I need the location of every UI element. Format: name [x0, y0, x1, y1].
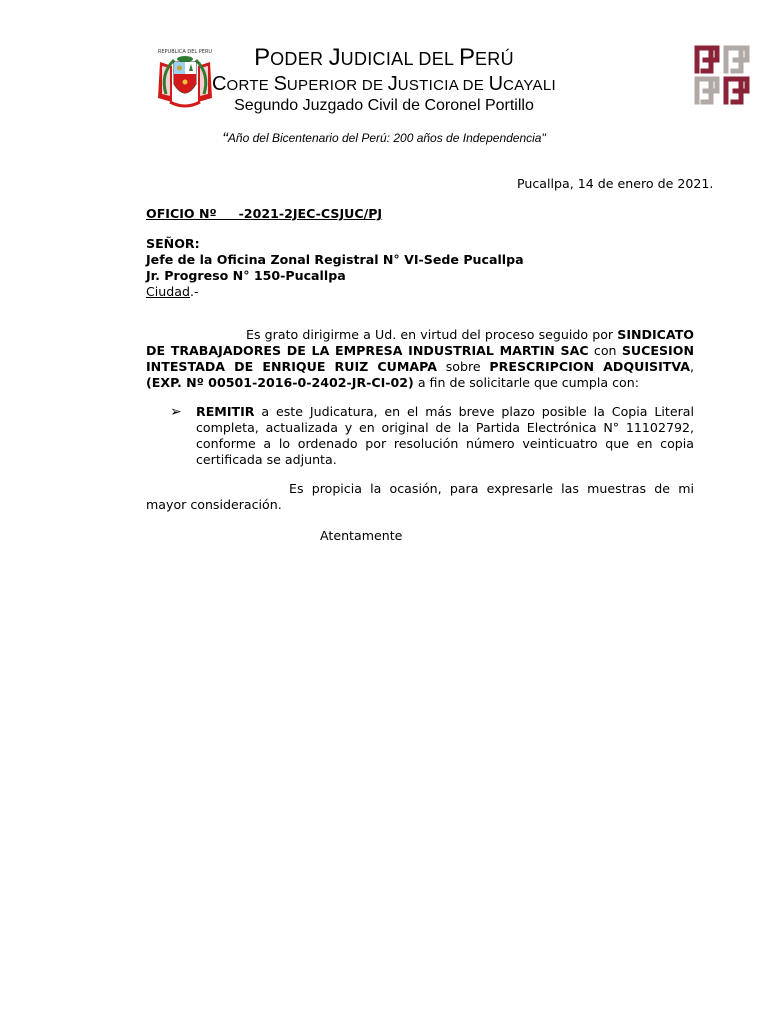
request-text: REMITIR a este Judicatura, en el más breve plazo posible la Copia Literal completa, actualizada y en original de la Partida Electrónica N° 11102792, conforme a lo ordenado por resolución número veinticuatro que en copia certificada se adjunta. [196, 404, 694, 467]
salutation: SEÑOR: [146, 236, 200, 251]
year-motto: “Año del Bicentenario del Perú: 200 años de Independencia" [222, 129, 546, 148]
closing: Atentamente [320, 528, 403, 543]
recipient-title: Jefe de la Oficina Zonal Registral N° VI-Sede Pucallpa [146, 252, 524, 267]
courtesy-paragraph: Es propicia la ocasión, para expresarle las muestras de mi mayor consideración. [146, 481, 694, 512]
juzgado-title: Segundo Juzgado Civil de Coronel Portillo [234, 97, 534, 114]
oficio-number: OFICIO Nº -2021-2JEC-CSJUC/PJ [146, 206, 383, 221]
institution-title: PODER JUDICIAL DEL PERÚ [254, 44, 514, 71]
court-title: CORTE SUPERIOR DE JUSTICIA DE UCAYALI [212, 73, 556, 95]
place-date: Pucallpa, 14 de enero de 2021. [517, 176, 714, 191]
arrow-bullet-icon: ➢ [170, 404, 182, 420]
recipient-address: Jr. Progreso N° 150-Pucallpa [146, 268, 346, 283]
svg-text:REPUBLICA DEL PERU: REPUBLICA DEL PERU [157, 49, 213, 55]
request-bullet [170, 404, 694, 468]
recipient-city: Ciudad.- [146, 284, 199, 299]
recipient-block [146, 236, 524, 300]
main-paragraph: Es grato dirigirme a Ud. en virtud del proceso seguido por SINDICATO DE TRABAJADORES DE LA EMPRESA INDUSTRIAL MARTIN SAC con SUCESION INTESTADA DE ENRIQUE RUIZ CUMAPA sobre PRESCRIPCION ADQUISITVA, (EXP. Nº 00501-2016-0-2402-JR-CI-02) a fin de solicitarle que cumpla con: [146, 327, 695, 390]
